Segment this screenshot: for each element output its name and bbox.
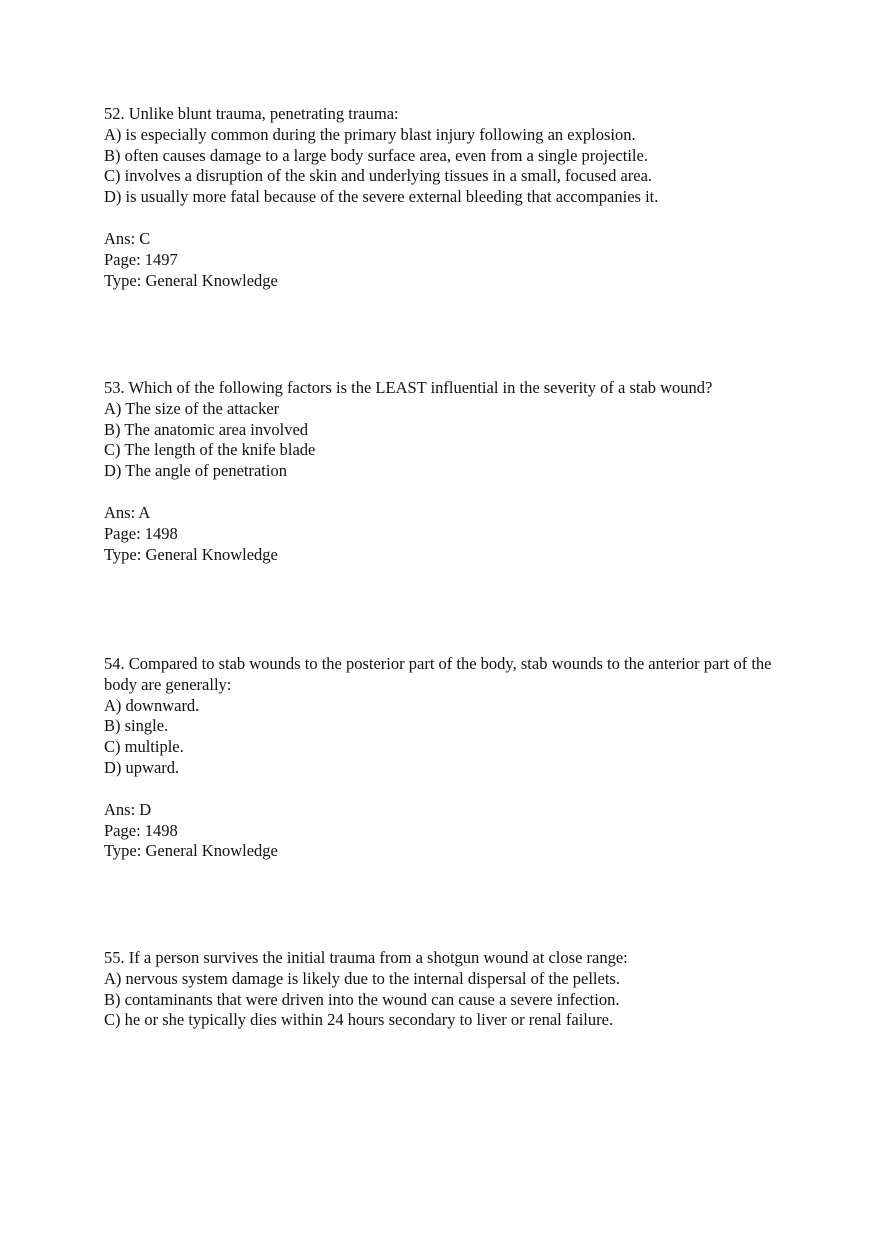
answer-line: Ans: D	[104, 799, 152, 819]
type-line: Type: General Knowledge	[104, 270, 278, 290]
option-c: C) multiple.	[104, 737, 184, 757]
option-c: C) he or she typically dies within 24 hours secondary to liver or renal failure.	[104, 1010, 614, 1030]
option-b: B) The anatomic area involved	[104, 419, 309, 439]
option-b: B) single.	[104, 716, 169, 736]
option-a: A) is especially common during the primary blast injury following an explosion.	[104, 124, 636, 144]
page-line: Page: 1497	[104, 249, 178, 269]
question-meta	[104, 800, 784, 862]
question-stem: 53. Which of the following factors is the LEAST influential in the severity of a stab wound?	[104, 378, 713, 397]
page-line: Page: 1498	[104, 523, 178, 543]
type-line: Type: General Knowledge	[104, 841, 278, 861]
option-d: D) The angle of penetration	[104, 461, 287, 481]
option-c: C) involves a disruption of the skin and underlying tissues in a small, focused area.	[104, 166, 653, 186]
question-meta	[104, 503, 784, 565]
type-line: Type: General Knowledge	[104, 544, 278, 564]
option-a: A) nervous system damage is likely due to the internal dispersal of the pellets.	[104, 968, 620, 988]
question-52	[104, 104, 784, 291]
option-d: D) upward.	[104, 757, 180, 777]
question-stem: 55. If a person survives the initial trauma from a shotgun wound at close range:	[104, 948, 628, 967]
question-55	[104, 948, 784, 1031]
option-d: D) is usually more fatal because of the severe external bleeding that accompanies it.	[104, 187, 659, 207]
question-53	[104, 378, 784, 565]
question-stem: 52. Unlike blunt trauma, penetrating trauma:	[104, 104, 399, 123]
option-a: A) downward.	[104, 695, 200, 715]
answer-line: Ans: A	[104, 502, 151, 522]
page-line: Page: 1498	[104, 820, 178, 840]
option-c: C) The length of the knife blade	[104, 440, 316, 460]
option-b: B) contaminants that were driven into the wound can cause a severe infection.	[104, 989, 620, 1009]
option-b: B) often causes damage to a large body surface area, even from a single projectile.	[104, 145, 648, 165]
option-a: A) The size of the attacker	[104, 398, 280, 418]
question-stem: 54. Compared to stab wounds to the posterior part of the body, stab wounds to the anterior part of the body are generally:	[104, 654, 772, 694]
question-54	[104, 654, 784, 862]
question-meta	[104, 229, 784, 291]
answer-line: Ans: C	[104, 228, 151, 248]
